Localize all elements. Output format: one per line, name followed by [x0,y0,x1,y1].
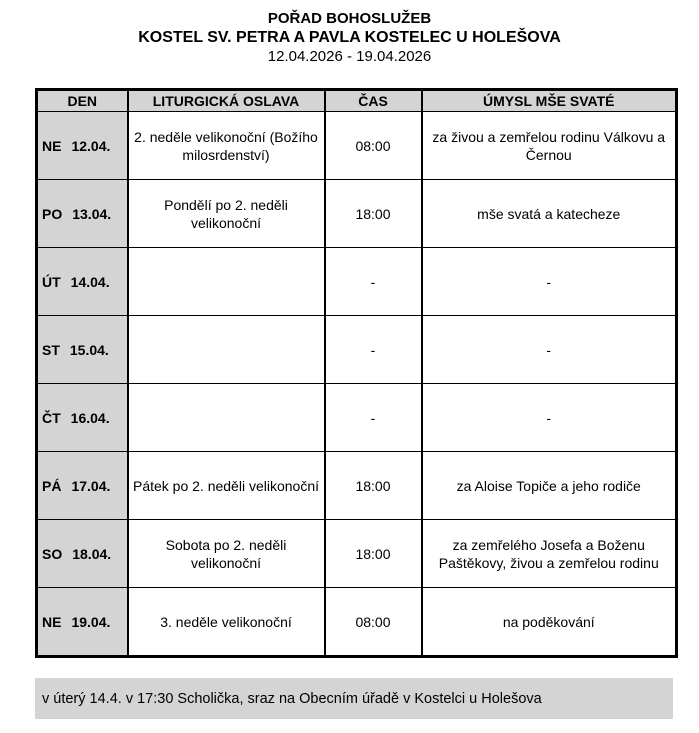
day-cell [37,384,128,452]
celebration-cell [128,316,325,384]
day-abbr: PÁ [42,477,62,494]
time-cell: 18:00 [325,452,422,520]
day-abbr: ČT [42,409,61,426]
day-date: 12.04. [71,137,111,154]
header-row [37,90,677,112]
date-range: 12.04.2026 - 19.04.2026 [267,48,432,65]
time-cell: 08:00 [325,112,422,180]
celebration-cell [128,248,325,316]
day-cell [37,588,128,657]
celebration-cell: Pátek po 2. neděli velikonoční [128,452,325,520]
schedule-row [37,384,677,452]
day-abbr: ÚT [42,273,61,290]
page-title: POŘAD BOHOSLUŽEB [267,10,432,27]
title-block [0,0,699,66]
schedule-row [37,452,677,520]
church-name: KOSTEL SV. PETRA A PAVLA KOSTELEC U HOLEŠOVA [138,29,561,46]
schedule-row [37,520,677,588]
day-cell [37,316,128,384]
schedule-table [35,88,678,658]
celebration-cell: Sobota po 2. neděli velikonoční [128,520,325,588]
intention-cell: za živou a zemřelou rodinu Válkovu a Černou [422,112,677,180]
day-abbr: SO [42,545,63,562]
time-cell: - [325,316,422,384]
header-den: DEN [37,90,128,112]
footer-note [35,678,673,719]
day-cell [37,180,128,248]
intention-cell: za zemřelého Josefa a Boženu Paštěkovy, živou a zemřelou rodinu [422,520,677,588]
schedule-row [37,316,677,384]
intention-cell: za Aloise Topiče a jeho rodiče [422,452,677,520]
day-cell [37,112,128,180]
day-cell [37,452,128,520]
day-date: 15.04. [69,341,109,358]
day-abbr: ST [42,341,60,358]
day-abbr: PO [42,205,63,222]
header-liturgicka-oslava: LITURGICKÁ OSLAVA [128,90,325,112]
schedule-row [37,588,677,657]
schedule-row [37,180,677,248]
time-cell: - [325,248,422,316]
day-date: 14.04. [70,273,110,290]
intention-cell: - [422,316,677,384]
intention-cell: na poděkování [422,588,677,657]
intention-cell: - [422,248,677,316]
footer-note-text: v úterý 14.4. v 17:30 Scholička, sraz na Obecním úřadě v Kostelci u Holešova [42,690,542,707]
day-date: 19.04. [71,613,111,630]
time-cell: 18:00 [325,520,422,588]
header-cas: ČAS [325,90,422,112]
day-date: 16.04. [70,409,110,426]
day-cell [37,248,128,316]
day-abbr: NE [42,613,62,630]
header-umysl: ÚMYSL MŠE SVATÉ [422,90,677,112]
day-cell [37,520,128,588]
day-date: 18.04. [72,545,112,562]
celebration-cell: Pondělí po 2. neděli velikonoční [128,180,325,248]
celebration-cell [128,384,325,452]
schedule-row [37,112,677,180]
intention-cell: - [422,384,677,452]
time-cell: 08:00 [325,588,422,657]
celebration-cell: 3. neděle velikonoční [128,588,325,657]
day-abbr: NE [42,137,62,154]
time-cell: 18:00 [325,180,422,248]
schedule-row [37,248,677,316]
day-date: 13.04. [72,205,112,222]
time-cell: - [325,384,422,452]
celebration-cell: 2. neděle velikonoční (Božího milosrdenství) [128,112,325,180]
intention-cell: mše svatá a katecheze [422,180,677,248]
day-date: 17.04. [71,477,111,494]
